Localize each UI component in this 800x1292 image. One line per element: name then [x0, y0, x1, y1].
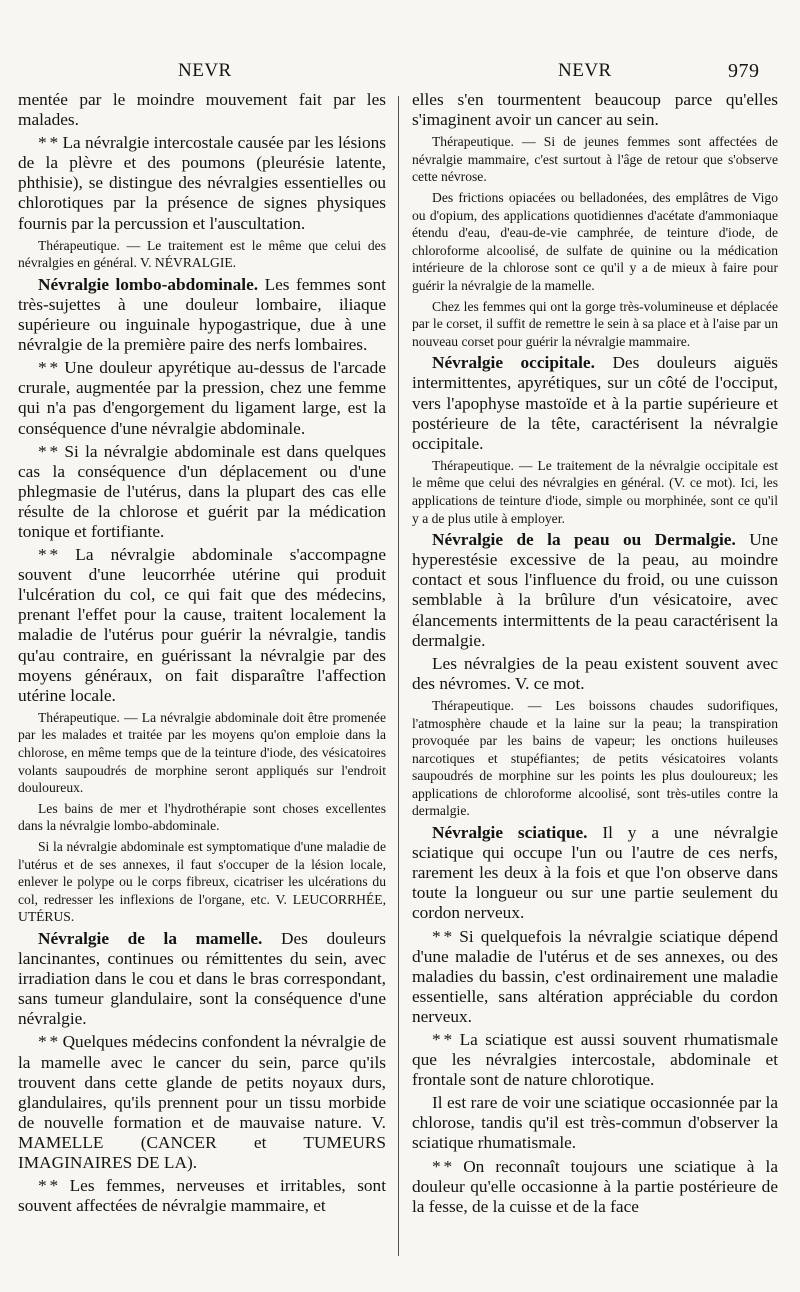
- section-paragraph: [412, 530, 778, 651]
- left-column: [18, 90, 386, 1216]
- paragraph-text: * * Une douleur apyrétique au-dessus de l'arcade crurale, augmentée par la pression, chez une femme qui n'a pas d'engorgement du ligament large, est la conséquence d'une névralgie abdominale.: [18, 358, 386, 438]
- section-heading: Névralgie occipitale.: [432, 353, 595, 373]
- paragraph: [412, 457, 778, 527]
- paragraph-text: Des douleurs aiguës intermittentes, apyrétiques, sur un côté de l'occiput, vers l'apophyse mastoïde et à la partie supérieure et postérieure de la tête, caractérisent la névralgie occipitale.: [412, 353, 779, 453]
- paragraph: [18, 709, 386, 797]
- section-heading: Névralgie sciatique.: [432, 823, 588, 843]
- section-heading: Névralgie lombo-abdominale.: [38, 274, 259, 294]
- paragraph-text: elles s'en tourmentent beaucoup parce qu'elles s'imaginent avoir un cancer au sein.: [412, 90, 778, 130]
- paragraph: [18, 133, 386, 233]
- paragraph: [18, 838, 386, 926]
- paragraph-text: * * Quelques médecins confondent la névralgie de la mamelle avec le cancer du sein, parce qu'ils trouvent dans cette glande de petits noyaux durs, glandulaires, qu'ils prennent pour un tissu morbide de nouvelle formation et de mauvaise nature. V. MAMELLE (CANCER et TUMEURS IMAGINAIRES DE LA).: [18, 1032, 386, 1172]
- section-paragraph: [412, 353, 778, 453]
- paragraph-text: Thérapeutique. — Si de jeunes femmes sont affectées de névralgie mammaire, c'est surtout à l'âge de retour que s'observe cette névrose.: [412, 134, 778, 185]
- paragraph-text: * * La névralgie intercostale causée par les lésions de la plèvre et des poumons (pleurésie latente, phthisie), se distingue des névralgies essentielles ou chlorotiques par la présence de signes physiques fournis par la percussion et l'auscultation.: [18, 133, 386, 233]
- paragraph-text: * * Si la névralgie abdominale est dans quelques cas la conséquence d'un déplacement ou d'une phlegmasie de l'utérus, dans la plupart des cas elle résulte de la chlorose et guérit par la médication tonique et fortifiante.: [18, 441, 386, 541]
- paragraph-text: Si la névralgie abdominale est symptomatique d'une maladie de l'utérus et de ses annexes, il faut s'occuper de la lésion locale, enlever le polype ou le corps fibreux, cicatriser les ulcérations du col, redresser les inflexions de l'organe, etc. V. LEUCORRHÉE, UTÉRUS.: [18, 838, 386, 925]
- paragraph: [412, 1030, 778, 1090]
- section-heading: Névralgie de la mamelle.: [38, 928, 263, 948]
- paragraph: [18, 237, 386, 272]
- paragraph: [18, 545, 386, 706]
- paragraph: [412, 697, 778, 820]
- paragraph: [412, 654, 778, 694]
- running-header: [0, 60, 800, 90]
- column-divider: [398, 96, 399, 1256]
- paragraph-text: Thérapeutique. — Les boissons chaudes sudorifiques, l'atmosphère chaude et la laine sur la peau; la transpiration provoquée par les bains de vapeur; les onctions huileuses narcotiques et stupéfiantes; de petits vésicatoires volants saupoudrés de morphine sur les points les plus douloureux; les applications de chloroforme alcoolisé, sont très-utiles contre la dermalgie.: [412, 697, 778, 819]
- paragraph: [412, 298, 778, 351]
- paragraph-text: Les névralgies de la peau existent souvent avec des névromes. V. ce mot.: [412, 653, 778, 693]
- paragraph: [18, 1176, 386, 1216]
- paragraph-text: Il est rare de voir une sciatique occasionnée par la chlorose, tandis qu'il est très-commun d'observer la sciatique rhumatismale.: [412, 1093, 778, 1153]
- paragraph-text: * * On reconnaît toujours une sciatique à la douleur qu'elle occasionne à la partie postérieure de la fesse, de la cuisse et de la face: [412, 1156, 778, 1216]
- paragraph-text: * * Les femmes, nerveuses et irritables, sont souvent affectées de névralgie mammaire, et: [18, 1176, 386, 1216]
- section-paragraph: [18, 929, 386, 1029]
- paragraph-text: Les bains de mer et l'hydrothérapie sont choses excellentes dans la névralgie lombo-abdominale.: [18, 800, 386, 834]
- section-paragraph: [18, 275, 386, 355]
- paragraph-text: Chez les femmes qui ont la gorge très-volumineuse et déplacée par le corset, il suffit de remettre le sein à sa place et à l'aise par un nouveau corset pour guérir la névralgie mammaire.: [412, 298, 778, 349]
- section-paragraph: [412, 823, 778, 923]
- paragraph: [412, 133, 778, 186]
- paragraph: [18, 442, 386, 542]
- paragraph-text: * * La névralgie abdominale s'accompagne souvent d'une leucorrhée utérine qui produit l'ulcération du col, ce qui fait que des médecins, prenant l'effet pour la cause, traitent localement la maladie de l'utérus pour guérir la névralgie, tandis qu'au contraire, en guérissant la névralgie par des moyens généraux, on fait disparaître l'affection utérine locale.: [18, 545, 386, 705]
- paragraph-text: Des frictions opiacées ou belladonées, des emplâtres de Vigo ou d'opium, des applications quotidiennes d'acétate d'ammoniaque étendu d'eau, d'eau-de-vie camphrée, de teinture d'iode, de chloroforme alcoolisé, de sulfate de quinine ou la médication intérieure de la chlorose sont ce qu'il y a de mieux à faire pour guérir la névralgie de la mamelle.: [412, 189, 778, 293]
- paragraph: [412, 927, 778, 1027]
- paragraph-text: Les femmes sont très-sujettes à une douleur lombaire, iliaque supérieure ou inguinale hypogastrique, due à une névralgie de la première paire des nerfs lombaires.: [18, 274, 386, 355]
- paragraph-text: mentée par le moindre mouvement fait par les malades.: [18, 90, 386, 130]
- paragraph-text: Thérapeutique. — La névralgie abdominale doit être promenée par les malades et traitée par les moyens qu'on emploie dans la chlorose, en même temps que de la teinture d'iode, des vésicatoires volants saupoudrés de morphine seront appliqués sur l'endroit douloureux.: [18, 709, 386, 796]
- paragraph-text: Une hyperestésie excessive de la peau, au moindre contact et sous l'influence du froid, ou une cuisson semblable à la brûlure d'un vésicatoire, avec élancements intermittents de la peau caractérisent la dermalgie.: [412, 530, 778, 650]
- paragraph: [412, 1157, 778, 1217]
- paragraph: [412, 90, 778, 130]
- paragraph: [18, 358, 386, 438]
- paragraph: [412, 189, 778, 295]
- paragraph-text: Thérapeutique. — Le traitement est le même que celui des névralgies en général. V. NÉVRALGIE.: [18, 237, 386, 271]
- right-running-title: NEVR: [558, 60, 612, 81]
- paragraph: [412, 1093, 778, 1153]
- paragraph-text: Des douleurs lancinantes, continues ou rémittentes du sein, avec irradiation dans le cou et dans le bras correspondant, sans tumeur glandulaire, sont la conséquence d'une névralgie.: [18, 928, 386, 1029]
- page-number: 979: [728, 60, 760, 82]
- paragraph-text: * * La sciatique est aussi souvent rhumatismale que les névralgies intercostale, abdominale et frontale sont de nature chlorotique.: [412, 1030, 778, 1090]
- left-running-title: NEVR: [178, 60, 232, 81]
- paragraph: [18, 800, 386, 835]
- paragraph: [18, 1032, 386, 1173]
- paragraph-text: Il y a une névralgie sciatique qui occupe l'un ou l'autre de ces nerfs, rarement les deux à la fois et que l'on observe dans toute la longueur ou sur une partie seulement du cordon nerveux.: [412, 823, 778, 923]
- paragraph: [18, 90, 386, 130]
- right-column: [412, 90, 778, 1217]
- section-heading: Névralgie de la peau ou Dermalgie.: [432, 530, 736, 550]
- paragraph-text: Thérapeutique. — Le traitement de la névralgie occipitale est le même que celui des névralgies en général. (V. ce mot). Ici, les applications de teinture d'iode, simple ou morphinée, sont ce qu'il y a de plus utile à employer.: [412, 457, 778, 526]
- paragraph-text: * * Si quelquefois la névralgie sciatique dépend d'une maladie de l'utérus et de ses annexes, ou des maladies du bassin, c'est ordinairement une maladie essentielle, sans altération appréciable du cordon nerveux.: [412, 926, 778, 1026]
